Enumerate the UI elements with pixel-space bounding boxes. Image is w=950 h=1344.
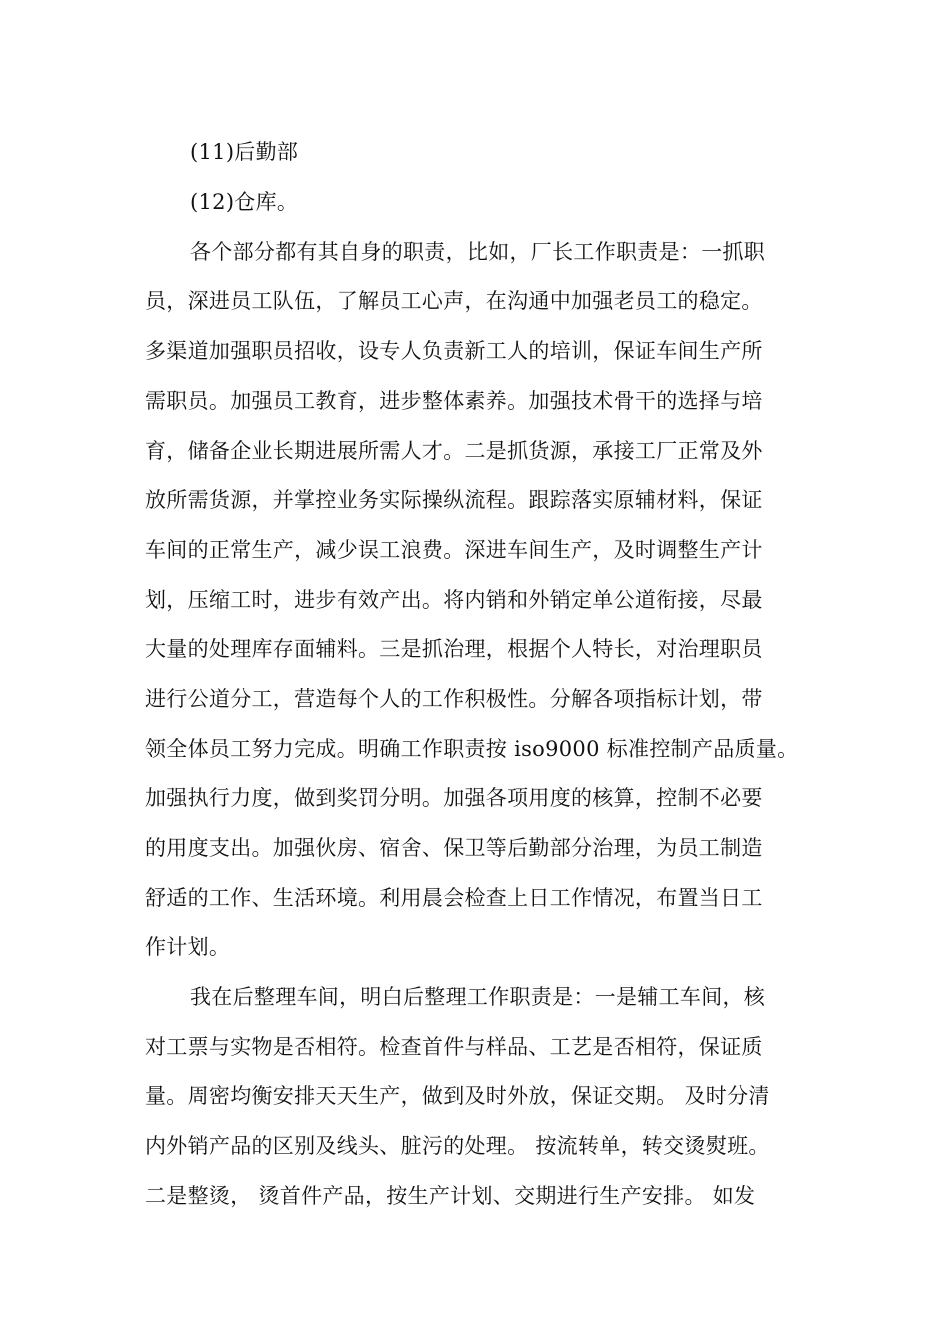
paragraph-line: 放所需货源，并掌控业务实际操纵流程。跟踪落实原辅材料，保证 <box>145 488 763 512</box>
paragraph-line: 作计划。 <box>145 935 231 959</box>
paragraph-line: 划，压缩工时，进步有效产出。将内销和外销定单公道衔接，尽最 <box>145 588 763 612</box>
paragraph-line: 进行公道分工，营造每个人的工作积极性。分解各项指标计划，带 <box>145 687 763 711</box>
paragraph-line: 二是整烫， 烫首件产品，按生产计划、交期进行生产安排。 如发 <box>145 1184 756 1208</box>
paragraph-line: 多渠道加强职员招收，设专人负责新工人的培训，保证车间生产所 <box>145 339 763 363</box>
paragraph-line: 我在后整理车间，明白后整理工作职责是：一是辅工车间，核 <box>190 985 766 1009</box>
paragraph-line: 需职员。加强员工教育，进步整体素养。加强技术骨干的选择与培 <box>145 389 763 413</box>
paragraph-line: 内外销产品的区别及线头、脏污的处理。 按流转单，转交烫熨班。 <box>145 1134 770 1158</box>
paragraph-line: 员，深进员工队伍，了解员工心声，在沟通中加强老员工的稳定。 <box>145 289 763 313</box>
paragraph-line: 领全体员工努力完成。明确工作职责按 iso9000 标准控制产品质量。 <box>145 737 799 761</box>
paragraph-line: 加强执行力度，做到奖罚分明。加强各项用度的核算，控制不必要 <box>145 786 763 810</box>
list-item-logistics: (11)后勤部 <box>190 140 299 164</box>
paragraph-line: 舒适的工作、生活环境。利用晨会检查上日工作情况，布置当日工 <box>145 886 763 910</box>
paragraph-line: 对工票与实物是否相符。检查首件与样品、工艺是否相符，保证质 <box>145 1035 763 1059</box>
paragraph-line: 车间的正常生产，减少误工浪费。深进车间生产，及时调整生产计 <box>145 538 763 562</box>
paragraph-line: 量。周密均衡安排天天生产，做到及时外放，保证交期。 及时分清 <box>145 1084 770 1108</box>
paragraph-line: 各个部分都有其自身的职责，比如，厂长工作职责是：一抓职 <box>190 240 766 264</box>
list-item-warehouse: (12)仓库。 <box>190 190 299 214</box>
paragraph-line: 的用度支出。加强伙房、宿舍、保卫等后勤部分治理，为员工制造 <box>145 836 763 860</box>
paragraph-line: 育，储备企业长期进展所需人才。二是抓货源，承接工厂正常及外 <box>145 439 763 463</box>
paragraph-line: 大量的处理库存面辅料。三是抓治理，根据个人特长，对治理职员 <box>145 637 763 661</box>
